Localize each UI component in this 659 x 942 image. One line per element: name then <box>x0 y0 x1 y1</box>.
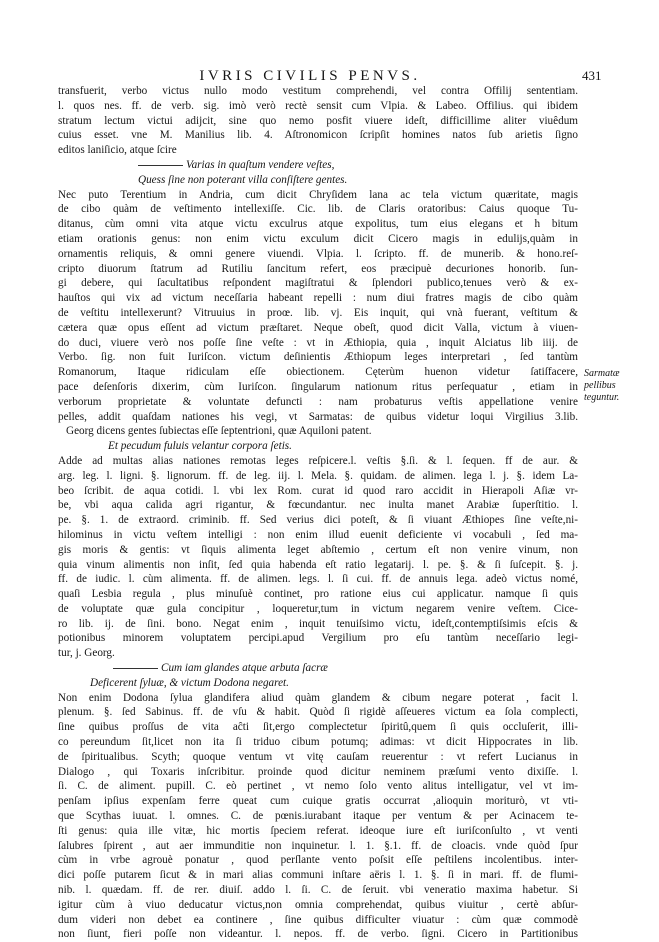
text-line <box>58 868 578 883</box>
line-text: non ſiunt, fieri poſſe non videantur. l. nepos. ff. de verbo. ſigni. Cicero in Partitionibus <box>58 928 578 941</box>
line-text: pace deſenſoris dixerim, cùm Iuriſcon. ſingularum nationum ritus perſequatur , etiam in <box>58 380 578 393</box>
text-line <box>58 898 578 913</box>
line-text: transfuerit, verbo victus nullo modo vestitum comprehendi, vel contra Offilij sententiam. <box>58 85 578 97</box>
text-line <box>58 321 578 336</box>
line-text: de voluptate quæ gula concipitur , loqueretur,tum in victum negarem venire veſtem. Cice- <box>58 602 578 615</box>
line-text: hilominus in victu veſtem intelligi : non enim illud euenit deficiente vi vocabuli , ſed ma- <box>58 528 578 541</box>
line-text: tur, j. Georg. <box>58 647 115 660</box>
text-line <box>58 484 578 499</box>
verse-rule <box>138 165 183 166</box>
text-line <box>58 217 578 232</box>
text-line <box>58 410 578 425</box>
line-text: Dialogo , qui Toxaris inſcribitur. proinde quod dicitur neminem præſumi vento dixiſſe. l. <box>58 765 578 778</box>
text-line <box>58 128 578 143</box>
text-line <box>58 247 578 262</box>
text-line <box>58 617 578 632</box>
text-line <box>58 350 578 365</box>
line-text: l. quos nes. ff. de verb. sig. imò verò rectè sensit cum Vlpia. & Labeo. Offilius. qui ibidem <box>58 99 578 112</box>
text-line <box>58 262 578 277</box>
verse-line <box>58 676 578 691</box>
text-line <box>58 469 578 484</box>
text-line <box>58 454 578 469</box>
line-text: que Scythas iuuat. l. omnes. C. de pœnis.iurabant itaque per ventum & per Acinacem te- <box>58 810 578 823</box>
line-text: ſalubres ſpirent , aut aer immunditie non inquinetur. l. 1. §.1. ff. de cloacis. vnde quòd ſpur <box>58 839 578 852</box>
line-text: de ſpiritualibus. Scyth; quoque ventum vt vitę cauſam reuerentur : vt refert Lucianus in <box>58 750 578 763</box>
text-line <box>58 558 578 573</box>
verse-line <box>58 158 578 173</box>
text-line <box>58 705 578 720</box>
text-line <box>58 99 578 114</box>
body-text <box>58 84 578 942</box>
line-text: do duci, viuere verò nos poſſe ſine veſte : vt in Æthiopia, quia , inquit Alciatus lib iiij. de <box>58 336 578 349</box>
line-text: de veſtitu intellexerunt? Vitruuius in proœ. lib. vj. Eis inquit, qui vnà fuerant, veſtitum & <box>58 306 578 319</box>
line-text: editos laniſicio, atque ſcire <box>58 144 177 157</box>
page-number: 431 <box>582 68 602 83</box>
text-line <box>58 913 578 928</box>
line-text: Non enim Dodona ſylua glandifera aliud quàm glandem & cibum negare poterat , facit l. <box>58 691 578 704</box>
text-line <box>58 720 578 735</box>
line-text: nib. l. quædam. ff. de rer. diuiſ. addo l. ſi. C. de ſeruit. vbi veneratio maxima habetur. Si <box>58 884 578 897</box>
text-line <box>58 587 578 602</box>
line-text: Verbo. ſig. non fuit Iuriſcon. victum deſinientis Æthiopum leges interpretari , ſed tantùm <box>58 351 578 364</box>
text-line <box>58 528 578 543</box>
line-text: Et pecudum fuluis velantur corpora ſetis. <box>108 440 292 453</box>
text-line <box>58 646 578 661</box>
line-text: ſi. C. de aliment. pupill. C. eò pertinet , vt nemo ſolo vento alitus intelligatur, vel vt im- <box>58 780 578 793</box>
text-line <box>58 336 578 351</box>
line-text: co pereundum ſit,licet non ita ſi triduo cibum potumq; adimas: vt dicit Hippocrates in lib. <box>58 736 578 749</box>
line-text: arg. leg. l. ligni. §. lignorum. ff. de leg. iij. l. Mela. §. quidam. de alimen. lega l. j. §. idem La- <box>58 469 578 482</box>
verse-line <box>58 439 578 454</box>
running-head: IVRIS CIVILIS PENVS. <box>199 68 421 84</box>
line-text: penſam ipſius expenſam ferre queat cum cuique gratis occurrat ,alioquin moriturò, vt vti- <box>58 795 578 808</box>
line-text: beo ſcribit. de aqua cotidi. l. vbi lex Rom. curat id quod raro accidit in Hierapoli Aſiæ vr- <box>58 484 578 497</box>
text-line <box>58 794 578 809</box>
line-text: be, vbi aqua calida agri rigantur, & fœcundantur. nec inulta manet Arabiæ ſuperſtitio. l. <box>58 499 578 512</box>
verse-line <box>58 661 578 676</box>
text-line <box>58 927 578 942</box>
line-text: ff. de iudic. l. cùm alimenta. ff. de alimen. legs. l. ſi cui. ff. de annuis lega. adeò victus nomé, <box>58 573 578 586</box>
text-line <box>58 765 578 780</box>
line-text: ſti genus: quia ille vitæ, hic mortis ſpeciem referat. ideoque iure eſt iuriſconſulto , vt venti <box>58 824 578 837</box>
text-line <box>58 572 578 587</box>
text-line <box>58 691 578 706</box>
line-text: Nec puto Terentium in Andria, cum dicit Chryſidem lana ac tela victum quæritate, magis <box>58 188 578 201</box>
line-text: Quess ſine non poterant villa conſiſtere gentes. <box>138 173 348 186</box>
verse-line <box>58 173 578 188</box>
text-line <box>58 395 578 410</box>
line-text: ornamentis reliquis, & omni genere viuendi. Vlpia. l. ſcripto. ff. de munerib. & hono.reſ- <box>58 247 578 260</box>
text-line <box>58 114 578 129</box>
line-text: quaſi Lesbia regula , plus minuſuè continet, pro ratione eius cui applicatur. namque ſi quis <box>58 588 578 601</box>
text-line <box>58 543 578 558</box>
text-line <box>58 735 578 750</box>
line-text: pelles, addit quaſdam nationes his vegi, vt Sarmatas: de quibus videtur loqui Virgilius 3.lib. <box>58 410 578 423</box>
line-text: Romanorum, Itaque ridiculam eſſe obiectionem. Cęterùm huenon videtur ſatiſfacere, <box>58 366 578 379</box>
text-line <box>58 424 578 439</box>
line-text: Cum iam glandes atque arbuta ſacræ <box>161 662 328 675</box>
line-text: quia vinum alimentis non inſit, ſed quia habenda eſt ratio legatarij. l. pe. §. & ſi ſuſcepit. §. j. <box>58 558 578 571</box>
text-line <box>58 853 578 868</box>
line-text: igitur cùm à viuo deducatur victus,non omnia comprehendat, quibus viuitur , certè abſur- <box>58 898 578 911</box>
line-text: cripto diuorum ſtatrum ad Rutiliu ſancitum refert, eos præcipuè decuriones honorib. ſun- <box>58 262 578 275</box>
line-text: stratum lectum victui adijcit, sine quo nemo posfit viuere ideſt, difficillime aliter viuêdum <box>58 114 578 127</box>
text-line <box>58 306 578 321</box>
line-text: gis moris & gentis: vt ſiquis alimenta leget abſtemio , certum eſt non venire vinum, non <box>58 543 578 556</box>
text-line <box>58 498 578 513</box>
line-text: Varias in quaſtum vendere veſtes, <box>186 158 335 171</box>
line-text: de cibo quàm de veſtimento intellexiſſe. Cic. lib. de Claris oratoribus: Caius quoque Tu- <box>58 203 578 216</box>
text-line <box>58 513 578 528</box>
text-line <box>58 883 578 898</box>
text-line <box>58 839 578 854</box>
line-text: potionibus minorem voluptatem percipi.apud Vergilium pro eſu tantùm neceſſario legi- <box>58 632 578 645</box>
text-line <box>58 291 578 306</box>
line-text: ſine quibus proſſus de vita aĉti ſit,ergo complectetur ſpiritû,quem ſi quis occluſerit, illi- <box>58 721 578 734</box>
line-text: ro lib. ij. de ſini. bono. Negat enim , inquit tenuiſsimo victu, ideſt,contemptiſsimis eſcis & <box>58 617 578 630</box>
marginal-note: Sarmatæ pellibus teguntur. <box>584 368 620 403</box>
text-line <box>58 232 578 247</box>
text-line <box>58 202 578 217</box>
text-line <box>58 631 578 646</box>
line-text: dum videri non debet ea continere , ſine quibus difficulter viuatur : cùm quæ commodè <box>58 913 578 926</box>
line-text: etiam orationis genus: non enim victu exculum dicit Cicero magis in edulijs,quàm in <box>58 232 578 245</box>
text-line <box>58 602 578 617</box>
line-text: Deficerent ſyluæ, & victum Dodona negaret. <box>90 676 289 689</box>
line-text: cuius esset. vne M. Manilius lib. 4. Aſtronomicon ſcripſit homines natos ſub arietis ſigno <box>58 129 578 142</box>
line-text: Georg dicens gentes ſubiectas eſſe ſeptentrioni, quæ Aquiloni patent. <box>66 425 372 438</box>
text-line <box>58 365 578 380</box>
text-line <box>58 809 578 824</box>
text-line <box>58 824 578 839</box>
text-line <box>58 188 578 203</box>
text-line <box>58 276 578 291</box>
line-text: verborum proprietate & voluntate defuncti : nam probaturus veſtis appellatione venire <box>58 395 578 408</box>
text-line <box>58 750 578 765</box>
line-text: dici poſſe putarem ſicut & in mari alias communi inſtare aëris l. 1. §. ſi in mari. ff. de flumi- <box>58 869 578 882</box>
line-text: gi debere, qui ſacultatibus reſpondent magiſtratui & ſplendori publico,tenues verò & ex- <box>58 277 578 290</box>
line-text: cùm in vrbe agrouè ponatur , quod perſlante vento poſsit eſſe peſtilens incolentibus. inter- <box>58 854 578 867</box>
line-text: cætera quæ opus eſſent ad victum præſtaret. Neque obeſt, quod dicit Valla, victum à viuen- <box>58 321 578 334</box>
line-text: pe. §. 1. de extraord. criminib. ff. Sed verius dici poteſt, & ſi viuant Æthiopes ſine veſte,ni- <box>58 514 578 527</box>
line-text: ditanus, cùm omni vita atque victu exculrus atque expolitus, tum eius elegans et h bitum <box>58 218 578 231</box>
line-text: hauſtos qui vix ad victum neceſſaria habeant repelli : num diui fratres magis de cibo quàm <box>58 292 578 305</box>
text-line <box>58 380 578 395</box>
text-line <box>58 779 578 794</box>
verse-rule <box>113 668 158 669</box>
line-text: Adde ad multas alias nationes remotas leges reſpicere.l. veſtis §.ſi. & l. ſequen. ff de aur. & <box>58 454 578 467</box>
text-line <box>58 84 578 99</box>
text-line <box>58 143 578 158</box>
line-text: plenum. §. ſed Sabinus. ff. de vſu & habit. Quòd ſi rigidè aſſeueres victum ea ſola complecti, <box>58 706 578 719</box>
